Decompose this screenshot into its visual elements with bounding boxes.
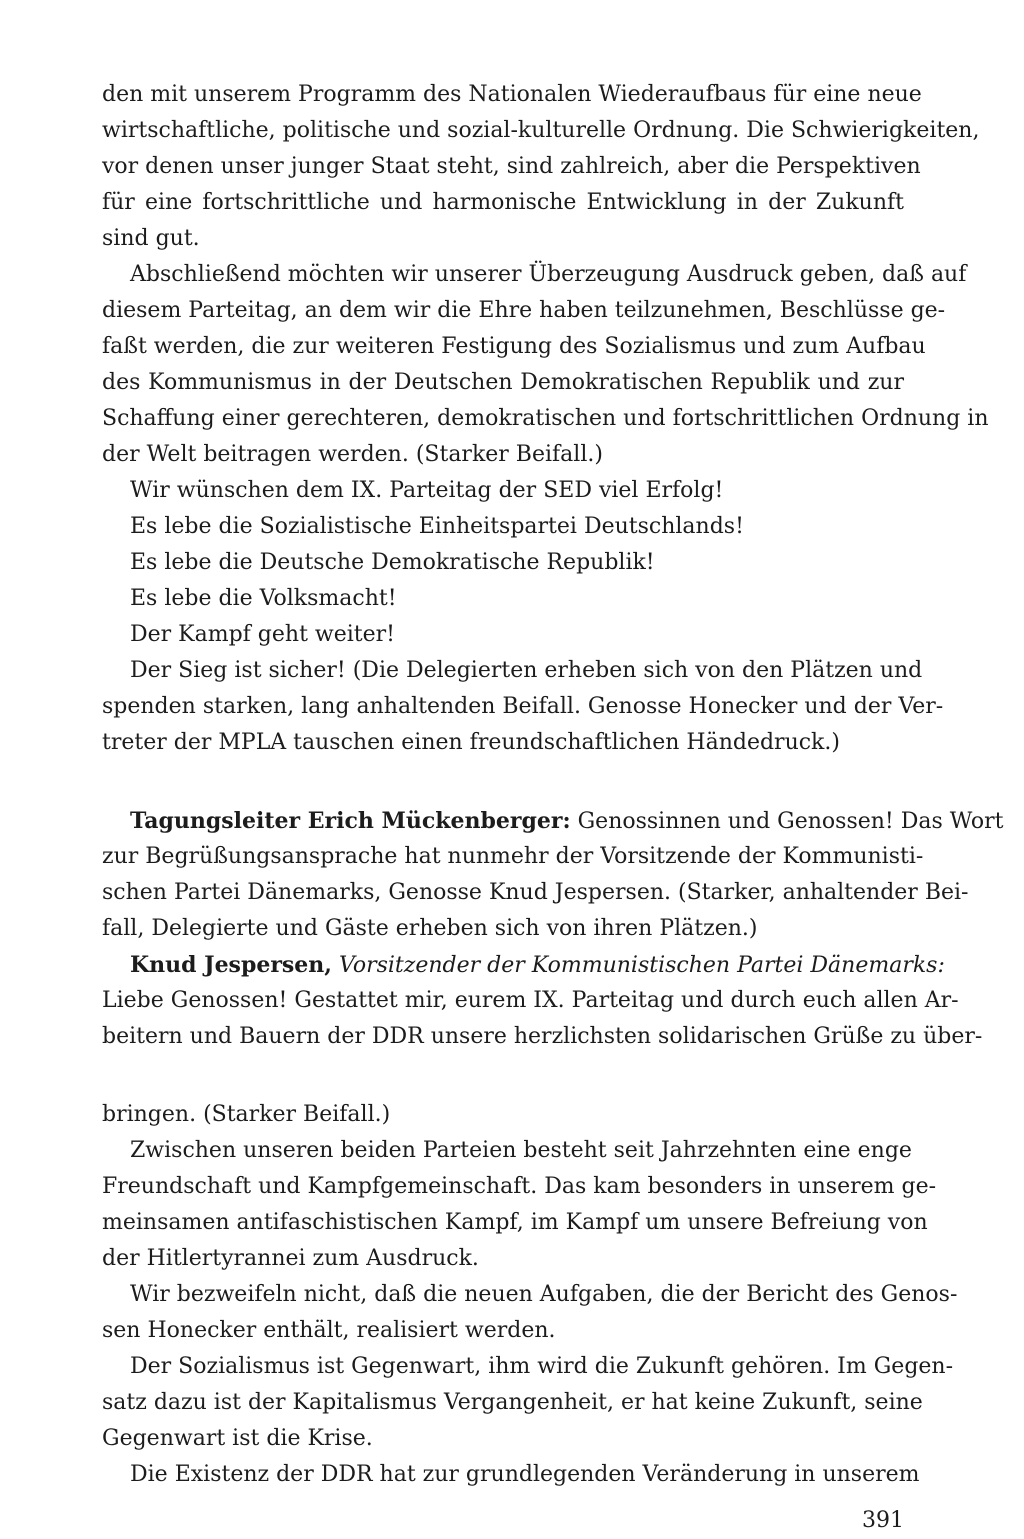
slogan-line: Es lebe die Deutsche Demokratische Republik! [130,550,655,575]
text-line [130,947,945,983]
text-line: Abschließend möchten wir unserer Überzeugung Ausdruck geben, daß auf [130,262,967,287]
text-line: schen Partei Dänemarks, Genosse Knud Jespersen. (Starker, anhaltender Bei- [102,880,969,905]
text-line: diesem Parteitag, an dem wir die Ehre haben teilzunehmen, Beschlüsse ge- [102,298,946,323]
text-line: Schaffung einer gerechteren, demokratischen und fortschrittlichen Ordnung in [102,406,989,431]
text-line: spenden starken, lang anhaltenden Beifall. Genosse Honecker und der Ver- [102,694,944,719]
text-line: vor denen unser junger Staat steht, sind zahlreich, aber die Perspektiven [102,154,921,179]
text-line [130,803,1004,839]
slogan-line: Es lebe die Volksmacht! [130,586,397,611]
text-line: Der Sieg ist sicher! (Die Delegierten erheben sich von den Plätzen und [130,658,923,683]
text-line: der Welt beitragen werden. (Starker Beifall.) [102,442,603,467]
text-line: Gegenwart ist die Krise. [102,1426,373,1451]
text-line: meinsamen antifaschistischen Kampf, im Kampf um unsere Befreiung von [102,1210,928,1235]
text-line: Liebe Genossen! Gestattet mir, eurem IX. Parteitag und durch euch allen Ar- [102,988,959,1013]
text-line: beitern und Bauern der DDR unsere herzlichsten solidarischen Grüße zu über- [102,1024,983,1049]
text-line: sen Honecker enthält, realisiert werden. [102,1318,556,1343]
text-line: Der Sozialismus ist Gegenwart, ihm wird die Zukunft gehören. Im Gegen- [130,1354,954,1379]
text-line: Freundschaft und Kampfgemeinschaft. Das kam besonders in unserem ge- [102,1174,937,1199]
text-line: Wir bezweifeln nicht, daß die neuen Aufgaben, die der Bericht des Genos- [130,1282,958,1307]
page-number: 391 [862,1508,904,1533]
text-line: den mit unserem Programm des Nationalen Wiederaufbaus für eine neue [102,82,922,107]
text-line: Die Existenz der DDR hat zur grundlegenden Veränderung in unserem [130,1462,920,1487]
text-line: Zwischen unseren beiden Parteien besteht seit Jahrzehnten eine enge [130,1138,912,1163]
text-line: des Kommunismus in der Deutschen Demokratischen Republik und zur [102,370,904,395]
text-line: fall, Delegierte und Gäste erheben sich von ihren Plätzen.) [102,916,758,941]
speaker-name: Knud Jespersen, [130,952,332,978]
text-line: treter der MPLA tauschen einen freundschaftlichen Händedruck.) [102,730,840,755]
text-line: zur Begrüßungsansprache hat nunmehr der Vorsitzende der Kommunisti- [102,844,924,869]
text-line: faßt werden, die zur weiteren Festigung des Sozialismus und zum Aufbau [102,334,926,359]
speech-text: Genossinnen und Genossen! Das Wort [577,809,1004,834]
text-line: sind gut. [102,226,200,251]
text-line: der Hitlertyrannei zum Ausdruck. [102,1246,479,1271]
slogan-line: Wir wünschen dem IX. Parteitag der SED viel Erfolg! [130,478,724,503]
speaker-role: Vorsitzender der Kommunistischen Partei Dänemarks: [338,953,945,978]
text-line: bringen. (Starker Beifall.) [102,1102,391,1127]
text-line: satz dazu ist der Kapitalismus Vergangenheit, er hat keine Zukunft, seine [102,1390,923,1415]
text-line: wirtschaftliche, politische und sozial-kulturelle Ordnung. Die Schwierigkeiten, [102,118,980,143]
slogan-line: Es lebe die Sozialistische Einheitspartei Deutschlands! [130,514,744,539]
speaker-name: Tagungsleiter Erich Mückenberger: [130,808,571,834]
slogan-line: Der Kampf geht weiter! [130,622,396,647]
text-line: für eine fortschrittliche und harmonische Entwicklung in der Zukunft [102,190,904,215]
